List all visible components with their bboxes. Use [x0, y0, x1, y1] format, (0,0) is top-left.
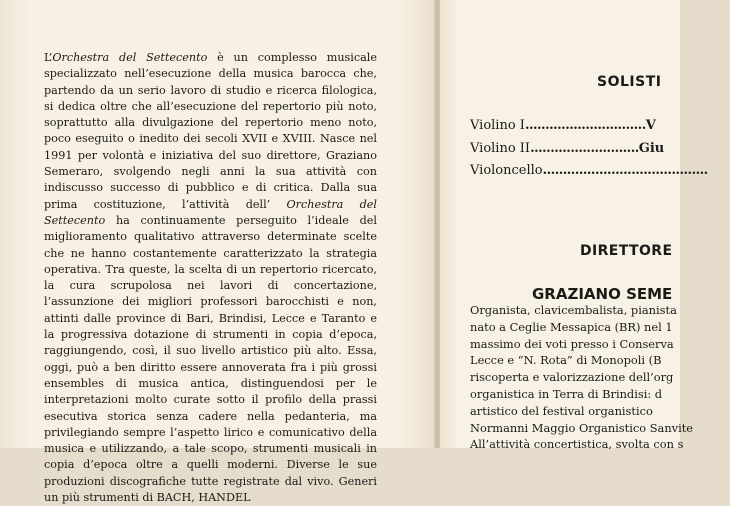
- leader-dots: ...........................: [530, 141, 639, 156]
- soloist-name: V: [645, 118, 656, 133]
- bio-line: artistico del festival organistico: [470, 403, 653, 418]
- bio-line: massimo dei voti presso i Conserva: [470, 336, 674, 351]
- leader-dots: .........................................: [542, 163, 708, 178]
- bio-line: Normanni Maggio Organistico Sanvite: [470, 420, 694, 435]
- soloist-row-violoncello: [470, 163, 710, 178]
- bio-line: riscoperta e valorizzazione dell’org: [470, 370, 674, 385]
- soloists-heading: SOLISTI: [597, 74, 662, 90]
- orchestra-paragraph: L’Orchestra del Settecento è un complesso musicale specializzato nell’esecuzione della musica barocca che, partendo da un serio lavoro di studio e ricerca filologica, si dedica oltre che all’esecuzione del repertorio più noto, soprattutto alla divulgazione del repertorio meno noto, poco eseguito o inedito dei secoli XVII e XVIII. Nasce nel 1991 per volontà e iniziativa del suo direttore, Graziano Semeraro, svolgendo negli anni la sua attività con indiscusso successo di pubblico e di critica. Dalla sua prima costituzione, l’attività dell’ Orchestra del Settecento ha continuamente perseguito l’ideale del miglioramento qualitativo attraverso determinate scelte che ne hanno costantemente caratterizzato la strategia operativa. Tra queste, la scelta di un repertorio ricercato, la cura scrupolosa nei lavori di concertazione, l’assunzione dei migliori professori barocchisti e non, attinti dalle province di Bari, Brindisi, Lecce e Taranto e la progressiva dotazione di strumenti in copia d’epoca, raggiungendo, così, il suo livello artistico più alto. Essa, oggi, può a ben diritto essere annoverata fra i più grossi ensembles di musica antica, distinguendosi per le interpretazioni molto curate sotto il profilo della prassi esecutiva storica senza cadere nella pedanteria, ma privilegiando sempre l’aspetto lirico e comunicativo della musica e utilizzando, a tale scopo, strumenti musicali in copia d’epoca oltre a quelli moderni. Diverse le sue produzioni discografiche tutte registrate dal vivo. Generi un più strumenti di BACH, HANDEL: [44, 51, 377, 505]
- soloist-row-violino-1: [470, 118, 710, 133]
- soloist-row-violino-2: [470, 141, 710, 156]
- director-name: GRAZIANO SEME: [532, 285, 673, 303]
- director-bio: [470, 302, 730, 453]
- bio-line: All’attività concertistica, svolta con s: [470, 437, 684, 452]
- bio-line: organistica in Terra di Brindisi: d: [470, 386, 663, 401]
- bio-line: Lecce e “N. Rota” di Monopoli (B: [470, 353, 662, 368]
- bio-line: Organista, clavicembalista, pianista: [470, 303, 677, 317]
- bio-line: nato a Ceglie Messapica (BR) nel 1: [470, 319, 673, 334]
- orchestra-description: [44, 50, 377, 506]
- soloist-name: Giu: [638, 141, 665, 156]
- soloist-role: Violoncello: [470, 163, 543, 178]
- soloist-role: Violino II: [470, 141, 531, 156]
- leader-dots: ..............................: [524, 118, 646, 133]
- soloist-role: Violino I: [470, 118, 525, 133]
- director-heading: DIRETTORE: [580, 243, 673, 259]
